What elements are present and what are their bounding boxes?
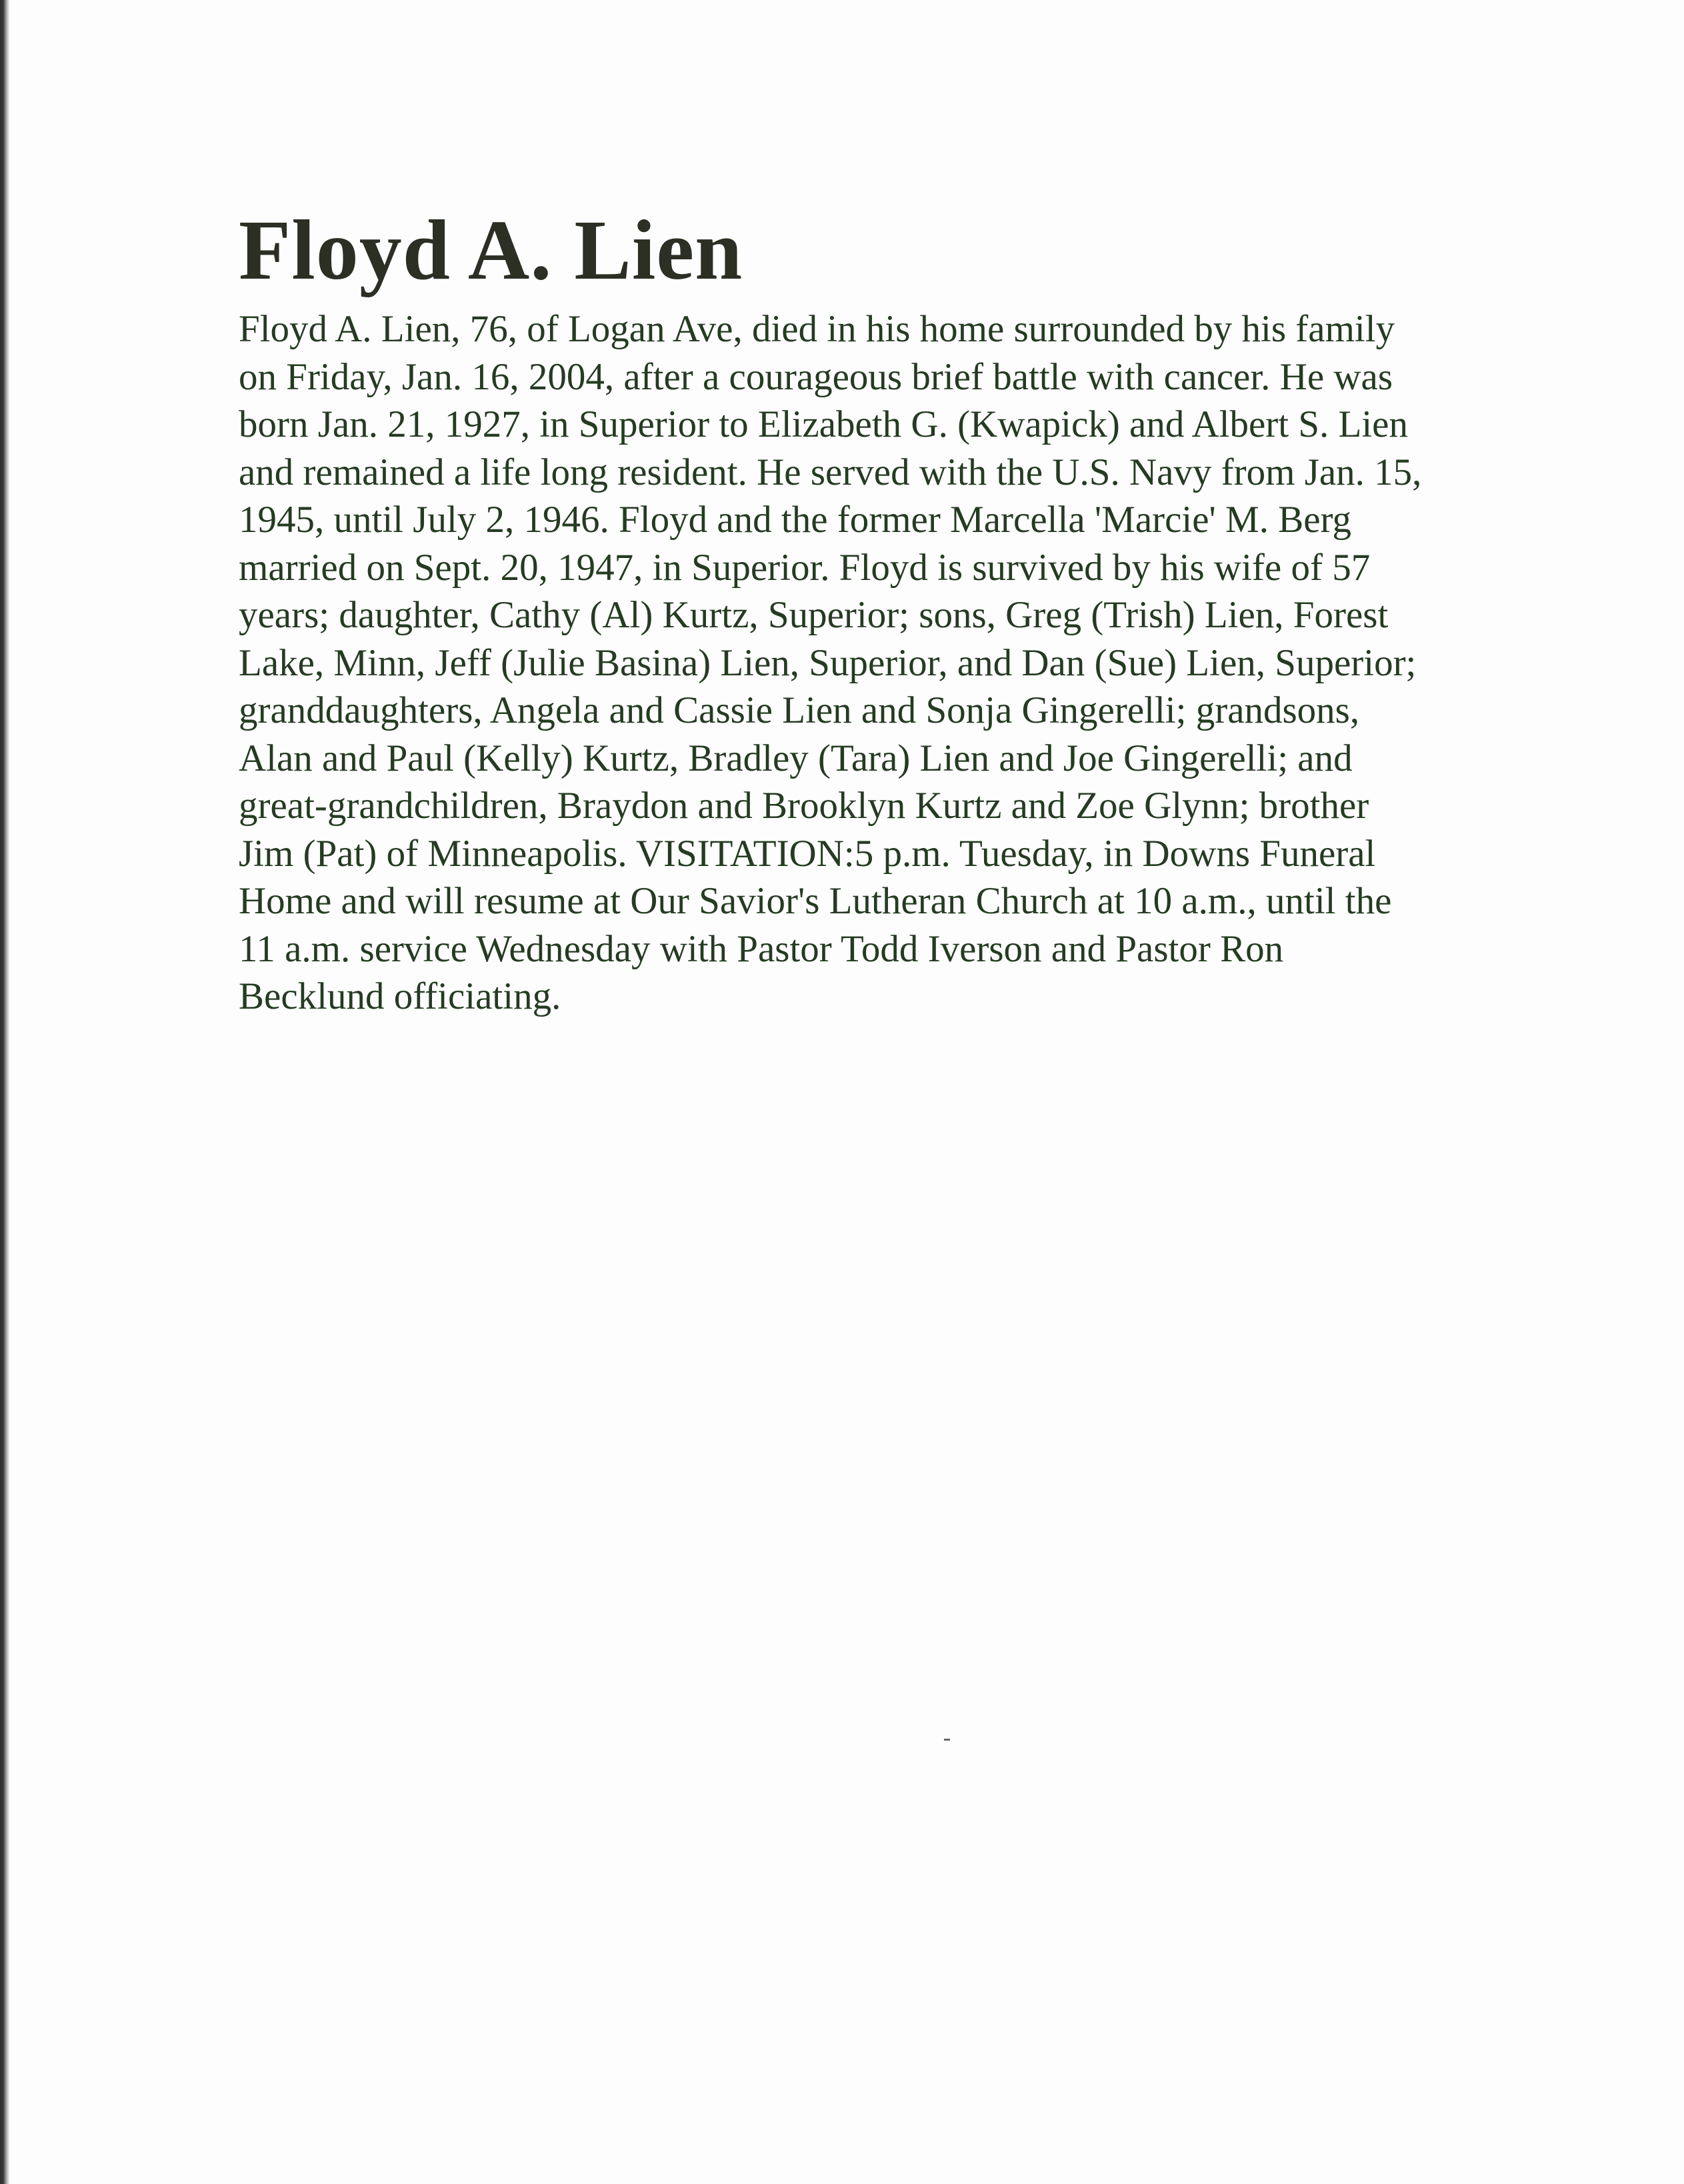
obituary-line: Alan and Paul (Kelly) Kurtz, Bradley (Tara) Lien and Joe Gingerelli; and	[239, 737, 1353, 779]
obituary-line: 1945, until July 2, 1946. Floyd and the former Marcella 'Marcie' M. Berg	[239, 499, 1352, 541]
obituary-article	[239, 200, 1565, 1021]
obituary-title: Floyd A. Lien	[239, 203, 743, 297]
obituary-line: 11 a.m. service Wednesday with Pastor Todd Iverson and Pastor Ron	[239, 927, 1284, 970]
scan-edge-shadow	[0, 0, 9, 2184]
obituary-line: Floyd A. Lien, 76, of Logan Ave, died in his home surrounded by his family	[239, 308, 1395, 350]
obituary-line: Lake, Minn, Jeff (Julie Basina) Lien, Superior, and Dan (Sue) Lien, Superior;	[239, 641, 1417, 684]
obituary-line: years; daughter, Cathy (Al) Kurtz, Superior; sons, Greg (Trish) Lien, Forest	[239, 594, 1389, 636]
obituary-line: Jim (Pat) of Minneapolis. VISITATION:5 p.m. Tuesday, in Downs Funeral	[239, 832, 1376, 875]
obituary-line: Becklund officiating.	[239, 975, 561, 1017]
obituary-line: on Friday, Jan. 16, 2004, after a courageous brief battle with cancer. He was	[239, 355, 1393, 398]
obituary-line: great-grandchildren, Braydon and Brooklyn Kurtz and Zoe Glynn; brother	[239, 785, 1369, 827]
obituary-line: Home and will resume at Our Savior's Lutheran Church at 10 a.m., until the	[239, 880, 1392, 922]
obituary-line: born Jan. 21, 1927, in Superior to Elizabeth G. (Kwapick) and Albert S. Lien	[239, 403, 1408, 445]
obituary-line: married on Sept. 20, 1947, in Superior. Floyd is survived by his wife of 57	[239, 546, 1371, 589]
obituary-body	[239, 305, 1565, 1021]
scan-speck	[944, 1739, 950, 1741]
obituary-line: granddaughters, Angela and Cassie Lien and Sonja Gingerelli; grandsons,	[239, 689, 1360, 731]
obituary-line: and remained a life long resident. He served with the U.S. Navy from Jan. 15,	[239, 451, 1422, 493]
